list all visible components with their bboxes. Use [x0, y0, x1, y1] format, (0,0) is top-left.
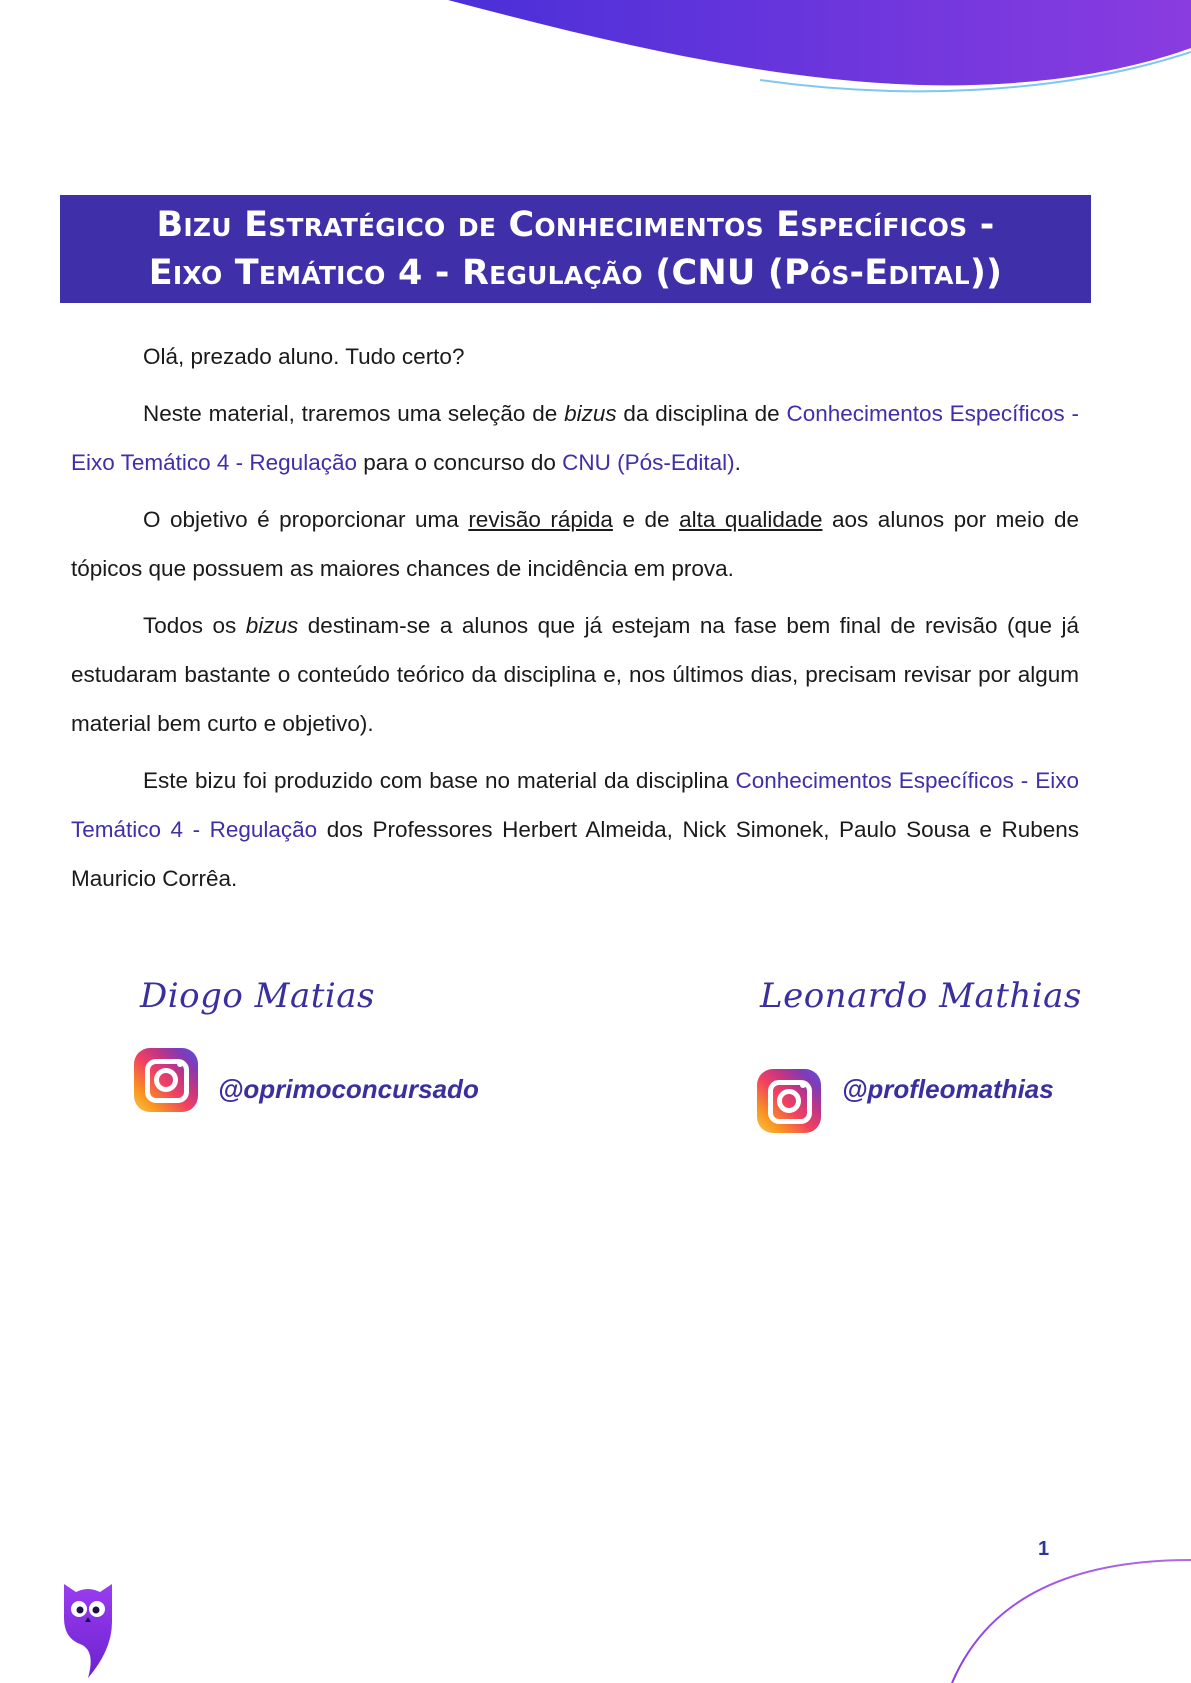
- instagram-icon[interactable]: [134, 1048, 198, 1112]
- exam-highlight: CNU (Pós-Edital): [562, 450, 735, 475]
- instagram-icon-dot: [177, 1061, 183, 1067]
- owl-logo-icon: [60, 1578, 116, 1678]
- instagram-icon-lens: [154, 1068, 178, 1092]
- text-run: Neste material, traremos uma seleção de: [143, 401, 565, 426]
- text-run: Todos os: [143, 613, 246, 638]
- text-run: .: [734, 450, 741, 475]
- top-wave-decoration: [0, 0, 1191, 110]
- discipline-highlight: Conhecimentos Específicos - Eixo Temático 4 - Regulação: [71, 768, 1079, 842]
- audience-paragraph: [71, 601, 1079, 748]
- instagram-icon-dot: [800, 1082, 806, 1088]
- text-run: da disciplina de: [616, 401, 787, 426]
- instagram-handle-leonardo[interactable]: @profleomathias: [842, 1074, 1054, 1104]
- underlined-term: revisão rápida: [468, 507, 613, 532]
- text-run: aos alunos por meio de tópicos que possuem as maiores chances de incidência em prova.: [71, 507, 1080, 581]
- page-number: 1: [1038, 1538, 1050, 1560]
- underlined-term: alta qualidade: [679, 507, 823, 532]
- discipline-highlight: Conhecimentos Específicos - Eixo Temático 4 - Regulação: [71, 401, 1079, 475]
- author-signature-leonardo: Leonardo Mathias: [760, 976, 1082, 1016]
- intro-paragraph: [71, 389, 1079, 487]
- source-paragraph: [71, 756, 1079, 903]
- bottom-curve-decoration: [0, 1540, 1191, 1683]
- instagram-icon-lens: [777, 1089, 801, 1113]
- document-title-banner: [60, 195, 1091, 303]
- title-line-2: Eixo Temático 4 - Regulação (CNU (Pós-Edital)): [148, 253, 1003, 293]
- instagram-icon[interactable]: [757, 1069, 821, 1133]
- instagram-handle-diogo[interactable]: @oprimoconcursado: [218, 1074, 479, 1104]
- author-signature-diogo: Diogo Matias: [140, 976, 375, 1016]
- text-run: O objetivo é proporcionar uma: [143, 507, 469, 532]
- body-content: [71, 332, 1079, 911]
- text-run: Este bizu foi produzido com base no material da disciplina: [143, 768, 736, 793]
- title-line-1: Bizu Estratégico de Conhecimentos Específicos -: [156, 205, 995, 245]
- text-run: e de: [612, 507, 680, 532]
- objective-paragraph: [71, 495, 1079, 593]
- italic-term: bizus: [245, 613, 299, 638]
- italic-term: bizus: [564, 401, 617, 426]
- greeting-paragraph: Olá, prezado aluno. Tudo certo?: [143, 344, 465, 369]
- text-run: destinam-se a alunos que já estejam na fase bem final de revisão (que já estudaram bastante o conteúdo teórico da disciplina e, nos últimos dias, precisam revisar por algum material bem curto e objetivo).: [71, 613, 1079, 736]
- text-run: dos Professores Herbert Almeida, Nick Simonek, Paulo Sousa e Rubens Mauricio Corrêa.: [71, 817, 1079, 891]
- text-run: para o concurso do: [357, 450, 563, 475]
